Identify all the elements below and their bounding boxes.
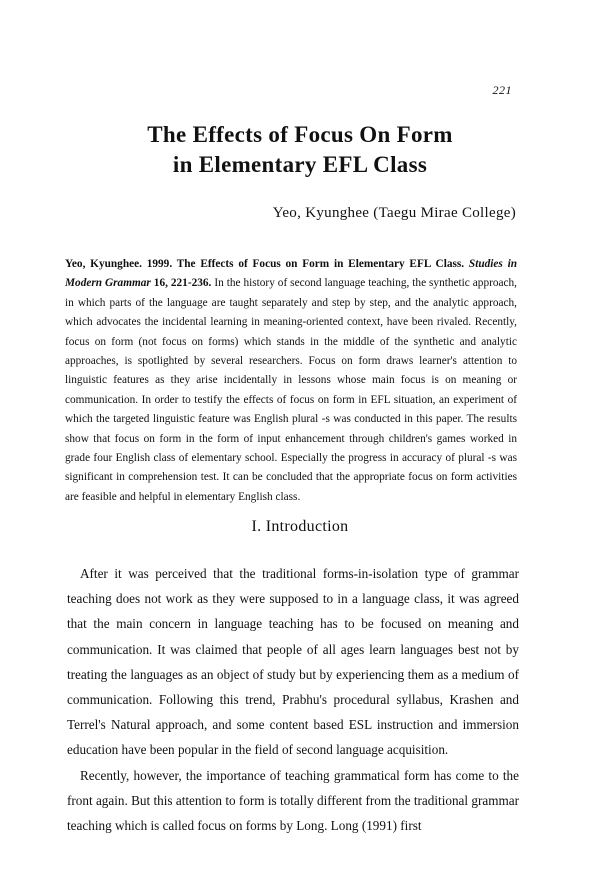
page-number: 221: [492, 83, 512, 97]
journal-name: Studies in Modern Grammar: [65, 258, 518, 290]
abstract: [65, 255, 517, 507]
body-text: [67, 561, 519, 838]
section-heading: I. Introduction: [251, 518, 349, 535]
paragraph: After it was perceived that the traditional forms-in-isolation type of grammar teaching does not work as they were supposed to in a language class, it was agreed that the main concern in language teaching has to be focused on meaning and communication. It was claimed that people of all ages learn languages best not by treating the languages as an object of study but by experiencing them as a medium of communication. Following this trend, Prabhu's procedural syllabus, Krashen and Terrel's Natural approach, and some content based ESL instruction and immersion education have been popular in the field of second language acquisition.: [67, 566, 519, 758]
title-line-2: in Elementary EFL Class: [172, 152, 428, 177]
paper-title: [0, 120, 600, 180]
author-affiliation: Yeo, Kyunghee (Taegu Mirae College): [272, 205, 516, 221]
paragraph: Recently, however, the importance of teaching grammatical form has come to the front again. But this attention to form is totally different from the traditional grammar teaching which is called focus on forms by Long. Long (1991) first: [67, 767, 519, 834]
citation-volume: 16, 221-236.: [153, 277, 212, 290]
title-line-1: The Effects of Focus On Form: [147, 122, 453, 147]
citation-head: Yeo, Kyunghee. 1999. The Effects of Focus on Form in Elementary EFL Class.: [65, 258, 465, 270]
abstract-text: In the history of second language teaching, the synthetic approach, in which parts of the language are taught separately and step by step, and the analytic approach, which advocates the incidental learning in meaning-oriented context, have been rivaled. Recently, focus on form (not focus on forms) which stands in the middle of the synthetic and analytic approaches, is spotlighted by several researchers. Focus on form draws learner's attention to linguistic features as they arise incidentally in lessons whose main focus is on meaning or communication. In order to testify the effects of focus on form in EFL situation, an experiment of which the targeted linguistic feature was English plural -s was conducted in this paper. The results show that focus on form in the form of input enhancement through children's games worked in grade four English class of elementary school. Especially the progress in accuracy of plural -s was significant in comprehension test. It can be concluded that the appropriate focus on form activities are feasible and helpful in elementary English class.: [65, 277, 518, 503]
